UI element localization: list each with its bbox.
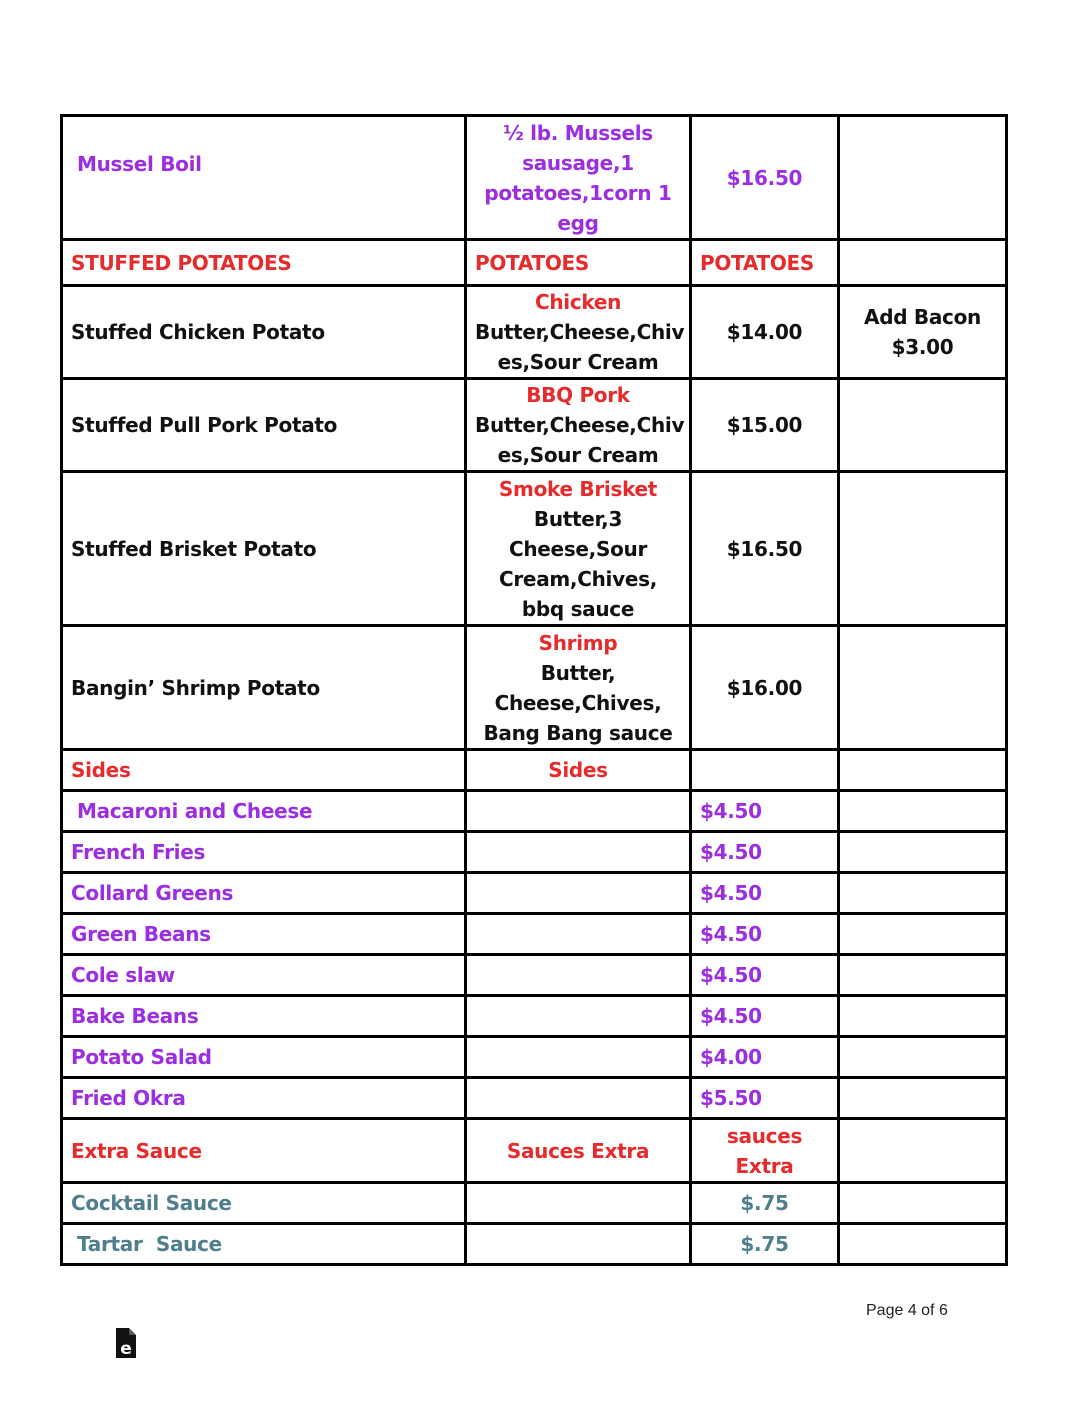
section-title: Extra Sauce xyxy=(62,1119,466,1183)
table-row xyxy=(62,873,1007,914)
empty-cell xyxy=(839,472,1007,626)
menu-table xyxy=(60,114,1008,1266)
table-row xyxy=(62,379,1007,472)
empty-cell xyxy=(839,1183,1007,1224)
item-price: $4.50 xyxy=(691,914,839,955)
table-row xyxy=(62,1037,1007,1078)
table-row xyxy=(62,914,1007,955)
section-title: Sides xyxy=(62,750,466,791)
protein-label: BBQ Pork xyxy=(526,383,630,407)
empty-cell xyxy=(691,750,839,791)
table-row xyxy=(62,116,1007,240)
item-price: $14.00 xyxy=(691,286,839,379)
item-name: Mussel Boil xyxy=(62,116,466,240)
item-name: Green Beans xyxy=(62,914,466,955)
item-name: Macaroni and Cheese xyxy=(62,791,466,832)
section-col3-label: POTATOES xyxy=(691,240,839,286)
item-price: $4.50 xyxy=(691,955,839,996)
item-name: French Fries xyxy=(62,832,466,873)
item-name: Bangin’ Shrimp Potato xyxy=(62,626,466,750)
item-price: $16.00 xyxy=(691,626,839,750)
item-description: ½ lb. Mussels sausage,1 potatoes,1corn 1 egg xyxy=(466,116,691,240)
item-price: $5.50 xyxy=(691,1078,839,1119)
item-name: Tartar Sauce xyxy=(62,1224,466,1265)
empty-cell xyxy=(466,1224,691,1265)
page-number: Page 4 of 6 xyxy=(866,1302,948,1319)
empty-cell xyxy=(839,626,1007,750)
table-row xyxy=(62,286,1007,379)
empty-cell xyxy=(839,791,1007,832)
empty-cell xyxy=(466,955,691,996)
item-description: BBQ Pork Butter,Cheese,Chiv es,Sour Cream xyxy=(466,379,691,472)
item-name: Potato Salad xyxy=(62,1037,466,1078)
item-name: Cole slaw xyxy=(62,955,466,996)
table-row xyxy=(62,1224,1007,1265)
item-price: $4.50 xyxy=(691,996,839,1037)
section-header-row xyxy=(62,240,1007,286)
section-header-row xyxy=(62,1119,1007,1183)
empty-cell xyxy=(466,914,691,955)
item-price: $4.50 xyxy=(691,791,839,832)
empty-cell xyxy=(466,832,691,873)
empty-cell xyxy=(839,1037,1007,1078)
table-row xyxy=(62,1078,1007,1119)
item-extra: Add Bacon $3.00 xyxy=(839,286,1007,379)
item-name: Stuffed Brisket Potato xyxy=(62,472,466,626)
section-col2-label: Sides xyxy=(466,750,691,791)
item-extra xyxy=(839,116,1007,240)
item-name: Cocktail Sauce xyxy=(62,1183,466,1224)
empty-cell xyxy=(839,240,1007,286)
item-name: Fried Okra xyxy=(62,1078,466,1119)
empty-cell xyxy=(839,832,1007,873)
table-row xyxy=(62,996,1007,1037)
empty-cell xyxy=(839,914,1007,955)
empty-cell xyxy=(466,1183,691,1224)
empty-cell xyxy=(466,1037,691,1078)
empty-cell xyxy=(466,996,691,1037)
table-row xyxy=(62,832,1007,873)
item-price: $4.00 xyxy=(691,1037,839,1078)
section-col2-label: Sauces Extra xyxy=(466,1119,691,1183)
table-row xyxy=(62,1183,1007,1224)
empty-cell xyxy=(466,873,691,914)
item-name: Stuffed Pull Pork Potato xyxy=(62,379,466,472)
empty-cell xyxy=(466,1078,691,1119)
item-price: $4.50 xyxy=(691,873,839,914)
item-name: Collard Greens xyxy=(62,873,466,914)
item-price: $16.50 xyxy=(691,472,839,626)
empty-cell xyxy=(839,873,1007,914)
e-document-icon xyxy=(114,1326,138,1360)
item-name: Bake Beans xyxy=(62,996,466,1037)
item-price: $4.50 xyxy=(691,832,839,873)
protein-label: Smoke Brisket xyxy=(498,476,658,501)
section-header-row xyxy=(62,750,1007,791)
item-price: $.75 xyxy=(691,1183,839,1224)
empty-cell xyxy=(839,1224,1007,1265)
empty-cell xyxy=(839,1119,1007,1183)
empty-cell xyxy=(839,996,1007,1037)
item-price: $15.00 xyxy=(691,379,839,472)
table-row xyxy=(62,791,1007,832)
section-col3-label: sauces Extra xyxy=(691,1119,839,1183)
table-row xyxy=(62,955,1007,996)
item-price: $16.50 xyxy=(691,116,839,240)
protein-label: Shrimp xyxy=(538,630,618,655)
empty-cell xyxy=(839,379,1007,472)
item-description: Chicken Butter,Cheese,Chiv es,Sour Cream xyxy=(466,286,691,379)
empty-cell xyxy=(839,750,1007,791)
table-row xyxy=(62,626,1007,750)
protein-label: Chicken xyxy=(534,290,622,314)
item-description: Shrimp Butter, Cheese,Chives, Bang Bang sauce xyxy=(466,626,691,750)
table-row xyxy=(62,472,1007,626)
section-title: STUFFED POTATOES xyxy=(62,240,466,286)
item-price: $.75 xyxy=(691,1224,839,1265)
item-name: Stuffed Chicken Potato xyxy=(62,286,466,379)
empty-cell xyxy=(839,955,1007,996)
svg-text:e: e xyxy=(120,1339,132,1359)
empty-cell xyxy=(839,1078,1007,1119)
item-description: Smoke Brisket Butter,3 Cheese,Sour Cream,Chives, bbq sauce xyxy=(466,472,691,626)
empty-cell xyxy=(466,791,691,832)
section-col2-label: POTATOES xyxy=(466,240,691,286)
